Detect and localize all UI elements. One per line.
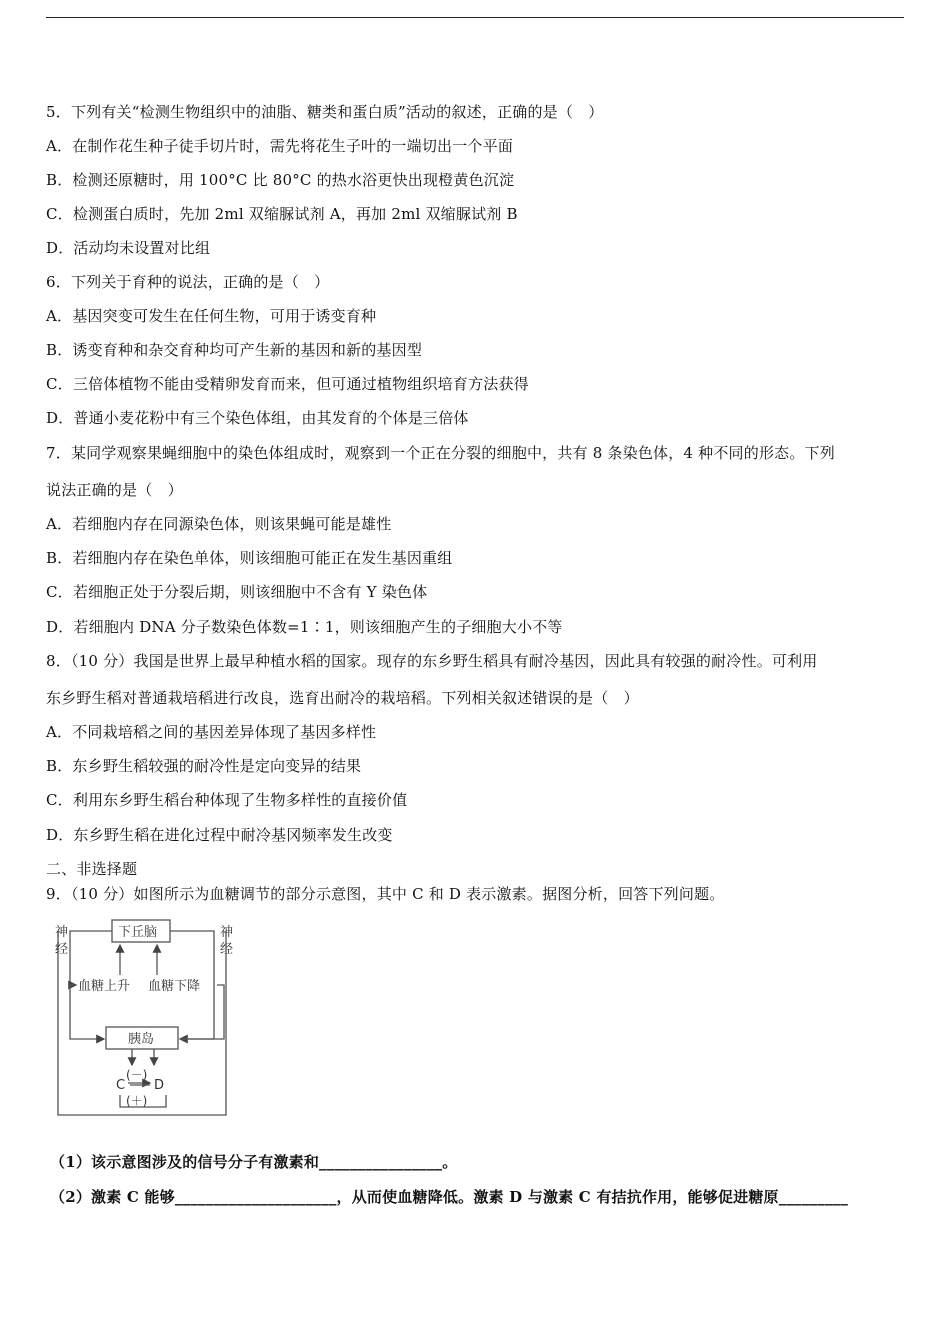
nerve-right-label-2: 经 bbox=[220, 942, 234, 957]
q6-option-c: C．三倍体植物不能由受精卵发育而来，但可通过植物组织培育方法获得 bbox=[46, 375, 529, 393]
q7-stem-line1: 7．某同学观察果蝇细胞中的染色体组成时，观察到一个正在分裂的细胞中，共有 8 条染色体，4 种不同的形态。下列 bbox=[46, 444, 835, 462]
q6-option-b: B．诱变育种和杂交育种均可产生新的基因和新的基因型 bbox=[46, 341, 423, 359]
hormone-c-label: C bbox=[116, 1078, 126, 1093]
q7-option-d: D．若细胞内 DNA 分子数染色体数=1∶1，则该细胞产生的子细胞大小不等 bbox=[46, 618, 563, 636]
nerve-left-label-2: 经 bbox=[55, 942, 69, 957]
glucose-up-label: 血糖上升 bbox=[78, 979, 131, 994]
hypothalamus-label: 下丘脑 bbox=[118, 925, 158, 940]
q6-option-d: D．普通小麦花粉中有三个染色体组，由其发育的个体是三倍体 bbox=[46, 409, 469, 427]
q6-stem: 6．下列关于育种的说法，正确的是（ ） bbox=[46, 273, 330, 291]
section-heading: 二、非选择题 bbox=[46, 860, 138, 878]
q9-stem: 9．（10 分）如图所示为血糖调节的部分示意图，其中 C 和 D 表示激素。据图分析，回答下列问题。 bbox=[46, 885, 725, 903]
hormone-d-label: D bbox=[154, 1078, 165, 1093]
nerve-right-label-1: 神 bbox=[220, 925, 234, 940]
promote-label: (＋) bbox=[126, 1094, 148, 1108]
q8-option-c: C．利用东乡野生稻台种体现了生物多样性的直接价值 bbox=[46, 791, 408, 809]
glucose-down-label: 血糖下降 bbox=[148, 979, 201, 994]
q5-option-a: A．在制作花生种子徒手切片时，需先将花生子叶的一端切出一个平面 bbox=[46, 137, 514, 155]
header-rule bbox=[46, 17, 904, 18]
q9-subquestion-1: （1）该示意图涉及的信号分子有激素和________________。 bbox=[50, 1153, 458, 1171]
q5-stem: 5．下列有关“检测生物组织中的油脂、糖类和蛋白质”活动的叙述，正确的是（ ） bbox=[46, 103, 604, 121]
q5-option-c: C．检测蛋白质时，先加 2ml 双缩脲试剂 A，再加 2ml 双缩脲试剂 B bbox=[46, 205, 518, 223]
q5-option-d: D．活动均未设置对比组 bbox=[46, 239, 211, 257]
q6-option-a: A．基因突变可发生在任何生物，可用于诱变育种 bbox=[46, 307, 377, 325]
q8-option-b: B．东乡野生稻较强的耐冷性是定向变异的结果 bbox=[46, 757, 362, 775]
q9-subquestion-2: （2）激素 C 能够_____________________，从而使血糖降低。激素 D 与激素 C 有拮抗作用，能够促进糖原_________ bbox=[50, 1188, 849, 1206]
inhibit-label: (－) bbox=[126, 1068, 148, 1082]
q8-stem-line1: 8．（10 分）我国是世界上最早种植水稻的国家。现存的东乡野生稻具有耐冷基因，因此具有较强的耐冷性。可利用 bbox=[46, 652, 818, 670]
q7-option-a: A．若细胞内存在同源染色体，则该果蝇可能是雄性 bbox=[46, 515, 392, 533]
blood-glucose-diagram bbox=[50, 915, 240, 1125]
islet-label: 胰岛 bbox=[128, 1032, 155, 1047]
q5-option-b: B．检测还原糖时，用 100°C 比 80°C 的热水浴更快出现橙黄色沉淀 bbox=[46, 171, 515, 189]
q7-stem-line2: 说法正确的是（ ） bbox=[46, 481, 183, 499]
q7-option-c: C．若细胞正处于分裂后期，则该细胞中不含有 Y 染色体 bbox=[46, 583, 428, 601]
nerve-left-label-1: 神 bbox=[55, 925, 69, 940]
q7-option-b: B．若细胞内存在染色单体，则该细胞可能正在发生基因重组 bbox=[46, 549, 453, 567]
q8-option-a: A．不同栽培稻之间的基因差异体现了基因多样性 bbox=[46, 723, 377, 741]
q8-stem-line2: 东乡野生稻对普通栽培稻进行改良，选育出耐冷的栽培稻。下列相关叙述错误的是（ ） bbox=[46, 689, 639, 707]
q8-option-d: D．东乡野生稻在进化过程中耐冷基冈频率发生改变 bbox=[46, 826, 393, 844]
